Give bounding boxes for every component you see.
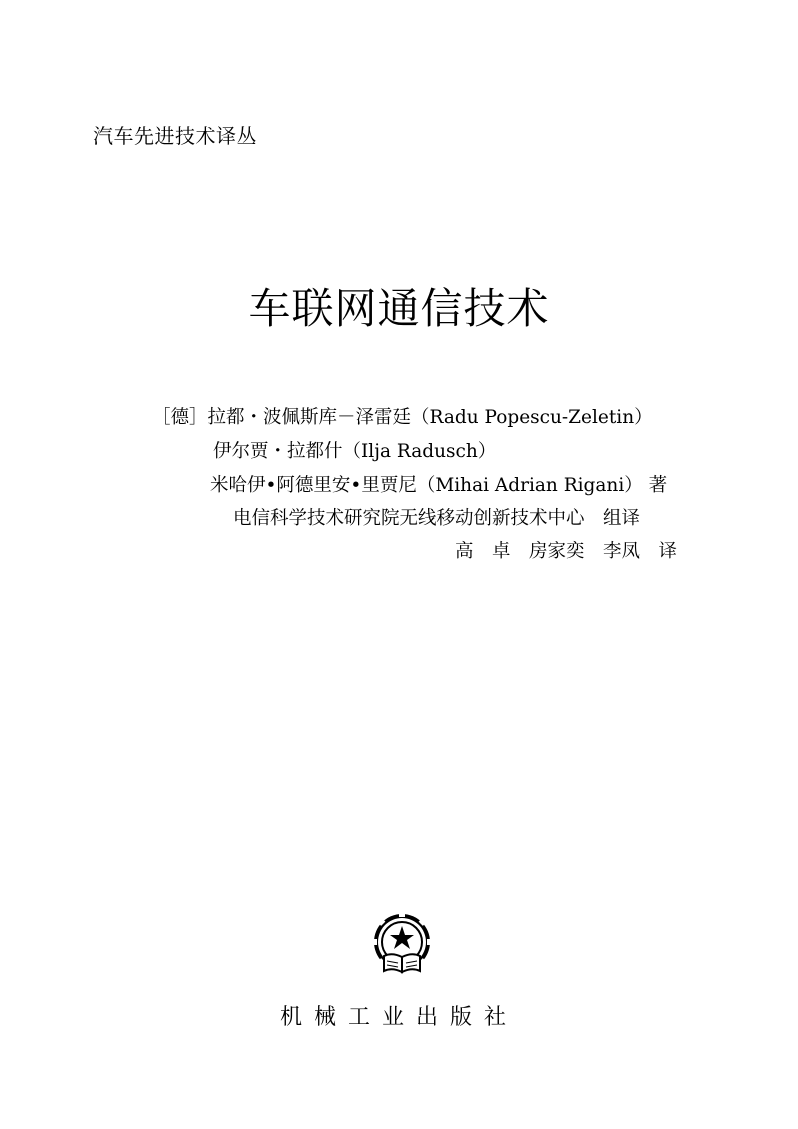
publisher-emblem-icon: [370, 912, 434, 978]
publisher-name: 机械工业出版社: [279, 1005, 518, 1030]
author-line-3: 米哈伊•阿德里安•里贾尼（Mihai Adrian Rigani） 著: [210, 475, 668, 496]
author-line-2: 伊尔贾・拉都什（Ilja Radusch）: [213, 441, 497, 462]
series-name: 汽车先进技术译丛: [93, 124, 257, 148]
book-title: 车联网通信技术: [248, 284, 550, 333]
translator-names-line: 高 卓 房家奕 李凤 译: [454, 541, 677, 562]
author-line-1: ［德］拉都・波佩斯库－泽雷廷（Radu Popescu-Zeletin）: [152, 407, 653, 428]
translator-org-line: 电信科学技术研究院无线移动创新技术中心 组译: [233, 508, 641, 529]
